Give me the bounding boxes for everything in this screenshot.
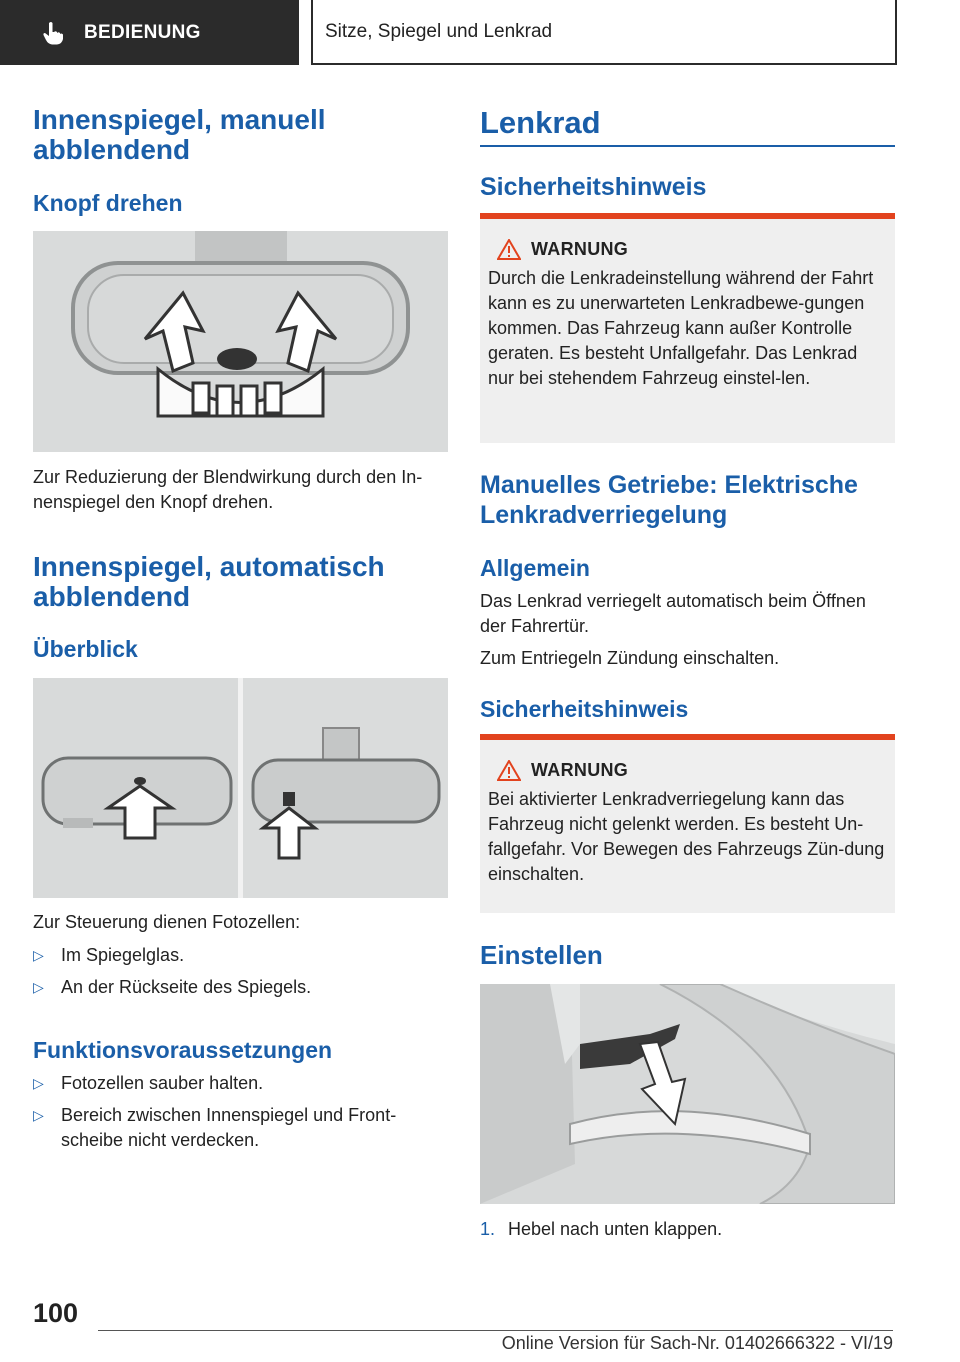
list-item: ▷ Fotozellen sauber halten.: [33, 1071, 448, 1096]
hand-pointer-icon: [40, 20, 66, 46]
step-item: [480, 1217, 895, 1242]
chapter-title: Sitze, Spiegel und Lenkrad: [325, 20, 553, 42]
heading-sicherheitshinweis-2: Sicherheitshinweis: [480, 696, 689, 722]
bullet-triangle-icon: ▷: [33, 1107, 44, 1123]
list-item: ▷ An der Rückseite des Spiegels.: [33, 975, 448, 1000]
warning-label: WARNUNG: [531, 239, 629, 259]
mirror-knob-illustration: [33, 231, 448, 452]
heading-innenspiegel-manuell: Innenspiegel, manuell abblendend: [33, 104, 326, 165]
heading-allgemein: Allgemein: [480, 555, 590, 581]
bullet-triangle-icon: ▷: [33, 947, 44, 963]
photocell-illustration: [33, 678, 448, 898]
header-chapter-box: [311, 0, 897, 65]
step-text: Hebel nach unten klappen.: [508, 1219, 723, 1239]
bullet-triangle-icon: ▷: [33, 979, 44, 995]
header-section-tab: [0, 0, 299, 65]
section-title: BEDIENUNG: [84, 21, 201, 43]
footer-version: Online Version für Sach-Nr. 01402666322 - VI/19: [501, 1333, 893, 1353]
warning-triangle-icon: [497, 239, 521, 260]
warning-box-2: [480, 734, 895, 913]
bullet-triangle-icon: ▷: [33, 1075, 44, 1091]
warning-triangle-icon: [497, 760, 521, 781]
heading-rule: [480, 145, 895, 147]
page-number: 100: [33, 1298, 79, 1328]
heading-funktionsvoraussetzungen: Funktionsvoraussetzungen: [33, 1037, 333, 1063]
steering-lever-illustration: [480, 984, 895, 1204]
list-item: ▷ Im Spiegelglas.: [33, 943, 448, 968]
warning-text: Durch die Lenkradeinstellung während der Fahrt kann es zu unerwarteten Lenkradbewe-gungen kommen. Das Fahrzeug kann außer Kontrolle geraten. Es besteht Unfallgefahr. Das Lenkrad nur bei stehendem Fahrzeug einstel-len.: [488, 268, 874, 388]
heading-ueberblick: Überblick: [33, 636, 138, 662]
warning-text: Bei aktivierter Lenkradverriegelung kann das Fahrzeug nicht gelenkt werden. Es besteht Un-fallgefahr. Vor Bewegen des Fahrzeugs Zün-dung einschalten.: [488, 789, 885, 884]
heading-innenspiegel-automatisch: Innenspiegel, automatisch abblendend: [33, 551, 385, 612]
paragraph-steuerung: Zur Steuerung dienen Fotozellen:: [33, 912, 301, 932]
warning-label: WARNUNG: [531, 760, 629, 780]
paragraph-allgemein-2: Zum Entriegeln Zündung einschalten.: [480, 648, 780, 668]
paragraph-knopf: Zur Reduzierung der Blendwirkung durch den In-nenspiegel den Knopf drehen.: [33, 467, 423, 512]
step-number: 1.: [480, 1219, 496, 1239]
heading-sicherheitshinweis-1: Sicherheitshinweis: [480, 173, 707, 201]
heading-lenkrad: Lenkrad: [480, 105, 601, 140]
footer-divider: [98, 1330, 893, 1331]
heading-einstellen: Einstellen: [480, 940, 603, 970]
heading-manuelles-getriebe: Manuelles Getriebe: Elektrische Lenkradverriegelung: [480, 471, 858, 529]
paragraph-allgemein-1: Das Lenkrad verriegelt automatisch beim Öffnen der Fahrertür.: [480, 591, 866, 636]
warning-box-1: [480, 213, 895, 443]
heading-knopf-drehen: Knopf drehen: [33, 190, 183, 216]
list-item: ▷ Bereich zwischen Innenspiegel und Front-scheibe nicht verdecken.: [33, 1103, 433, 1153]
